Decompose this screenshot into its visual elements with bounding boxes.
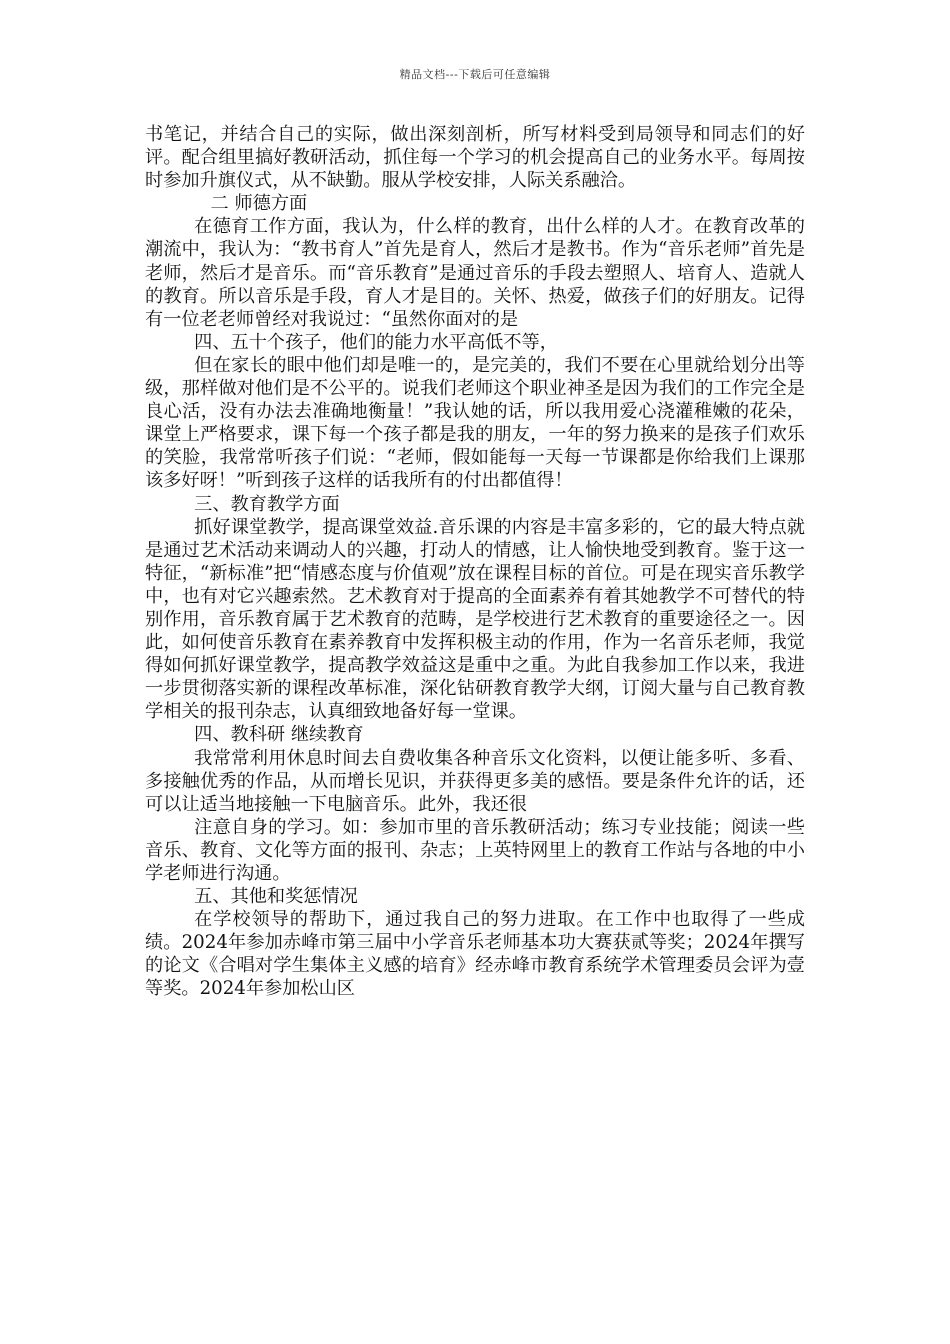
document-body bbox=[145, 123, 805, 1001]
paragraph-awards: 在学校领导的帮助下，通过我自己的努力进取。在工作中也取得了一些成绩。2024年参加赤峰市第三届中小学音乐老师基本功大赛获贰等奖；2024年撰写的论文《合唱对学生集体主义感的培育》经赤峰市教育系统学术管理委员会评为壹等奖。2024年参加松山区 bbox=[145, 909, 805, 1000]
paragraph-research-continued: 注意自身的学习。如：参加市里的音乐教研活动；练习专业技能；阅读一些音乐、教育、文化等方面的报刊、杂志；上英特网里上的教育工作站与各地的中小学老师进行沟通。 bbox=[145, 816, 805, 884]
section-heading-teaching: 三、教育教学方面 bbox=[194, 493, 340, 515]
section-heading-awards: 五、其他和奖惩情况 bbox=[194, 886, 358, 908]
page-header: 精品文档---下载后可任意编辑 bbox=[399, 68, 551, 81]
paragraph-ethics: 在德育工作方面，我认为，什么样的教育，出什么样的人才。在教育改革的潮流中，我认为：“教书育人”首先是育人，然后才是教书。作为“音乐老师”首先是老师，然后才是音乐。而“音乐教育”是通过音乐的手段去塑照人、培育人、造就人的教育。所以音乐是手段，育人才是目的。关怀、热爱，做孩子们的好朋友。记得有一位老老师曾经对我说过：“虽然你面对的是 bbox=[145, 216, 805, 330]
paragraph-research: 我常常利用休息时间去自费收集各种音乐文化资料，以便让能多听、多看、多接触优秀的作品，从而增长见识，并获得更多美的感悟。要是条件允许的话，还可以让适当地接触一下电脑音乐。此外，我还很 bbox=[145, 747, 805, 815]
paragraph-continued: 书笔记，并结合自己的实际，做出深刻剖析，所写材料受到局领导和同志们的好评。配合组里搞好教研活动，抓住每一个学习的机会提高自己的业务水平。每周按时参加升旗仪式，从不缺勤。服从学校安排，人际关系融洽。 bbox=[145, 124, 805, 192]
paragraph-ethics-continued: 但在家长的眼中他们却是唯一的，是完美的，我们不要在心里就给划分出等级，那样做对他们是不公平的。说我们老师这个职业神圣是因为我们的工作完全是良心活，没有办法去准确地衡量！”我认她的话，所以我用爱心浇灌稚嫩的花朵，课堂上严格要求，课下每一个孩子都是我的朋友，一年的努力换来的是孩子们欢乐的笑脸，我常常听孩子们说：“老师，假如能每一天每一节课都是你给我们上课那该多好呀！”听到孩子这样的话我所有的付出都值得！ bbox=[145, 354, 805, 492]
section-heading-ethics: 二 师德方面 bbox=[210, 193, 308, 215]
paragraph-ethics-line: 四、五十个孩子，他们的能力水平高低不等， bbox=[194, 331, 558, 353]
section-heading-research: 四、教科研 继续教育 bbox=[194, 724, 364, 746]
paragraph-teaching: 抓好课堂教学，提高课堂效益.音乐课的内容是丰富多彩的，它的最大特点就是通过艺术活动来调动人的兴趣，打动人的情感，让人愉快地受到教育。鉴于这一特征，“新标准”把“情感态度与价值观”放在课程目标的首位。可是在现实音乐教学中，也有对它兴趣索然。艺术教育对于提高的全面素养有着其她教学不可替代的特别作用，音乐教育属于艺术教育的范畴，是学校进行艺术教育的重要途径之一。因此，如何使音乐教育在素养教育中发挥积极主动的作用，作为一名音乐老师，我觉得如何抓好课堂教学，提高教学效益这是重中之重。为此自我参加工作以来，我进一步贯彻落实新的课程改革标准，深化钻研教育教学大纲，订阅大量与自己教育教学相关的报刊杂志，认真细致地备好每一堂课。 bbox=[145, 516, 805, 723]
